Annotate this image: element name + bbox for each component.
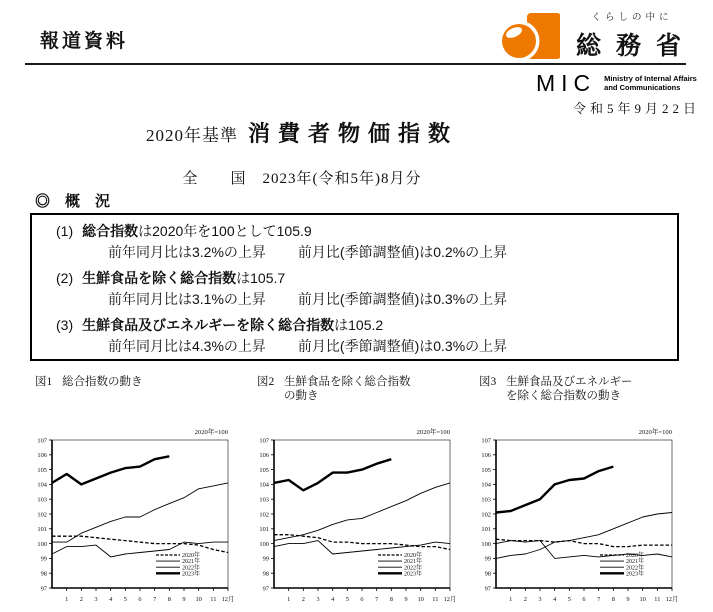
svg-text:99: 99 bbox=[262, 555, 269, 563]
ministry-english-name bbox=[604, 74, 697, 92]
item-mom-change: 前月比(季節調整値)は0.3%の上昇 bbox=[297, 338, 508, 354]
item-yoy-change: 前年同月比は3.2%の上昇 bbox=[108, 244, 266, 260]
svg-text:107: 107 bbox=[37, 437, 47, 445]
legend bbox=[600, 551, 644, 577]
overview-item bbox=[32, 268, 677, 310]
svg-text:3: 3 bbox=[538, 596, 542, 603]
svg-text:98: 98 bbox=[262, 570, 269, 578]
svg-text:98: 98 bbox=[40, 570, 47, 578]
series-2023年 bbox=[52, 456, 169, 484]
figure1-line-chart bbox=[14, 418, 236, 612]
svg-text:106: 106 bbox=[259, 452, 269, 460]
svg-text:2023年: 2023年 bbox=[626, 571, 645, 578]
series-2020年 bbox=[274, 535, 450, 550]
item-yoy-change: 前年同月比は3.1%の上昇 bbox=[108, 291, 266, 307]
data-series bbox=[52, 456, 228, 560]
svg-text:106: 106 bbox=[37, 452, 47, 460]
document-title bbox=[0, 117, 604, 148]
svg-text:104: 104 bbox=[37, 481, 47, 489]
item-index-name: 生鮮食品及びエネルギーを除く総合指数 bbox=[82, 317, 335, 333]
item-index-value: は2020年を100として105.9 bbox=[138, 223, 312, 239]
svg-text:2020年: 2020年 bbox=[182, 553, 201, 560]
figure3-caption-line2: を除く総合指数の動き bbox=[506, 390, 621, 402]
title-main: 消費者物価指数 bbox=[247, 121, 458, 146]
x-axis-labels bbox=[65, 588, 234, 603]
title-base-year: 2020年基準 bbox=[145, 126, 238, 145]
item-yoy-change: 前年同月比は4.3%の上昇 bbox=[108, 338, 266, 354]
ministry-english-line2: and Communications bbox=[604, 83, 681, 92]
svg-text:8: 8 bbox=[389, 596, 393, 603]
svg-text:12月: 12月 bbox=[665, 596, 679, 603]
series-2022年 bbox=[52, 483, 228, 542]
svg-text:101: 101 bbox=[481, 526, 491, 534]
svg-text:100: 100 bbox=[259, 540, 269, 548]
svg-text:102: 102 bbox=[259, 511, 269, 519]
svg-text:10: 10 bbox=[417, 596, 424, 603]
x-axis-labels bbox=[287, 588, 456, 603]
svg-text:102: 102 bbox=[37, 511, 47, 519]
svg-text:9: 9 bbox=[626, 596, 630, 603]
figure3-line-chart bbox=[458, 418, 680, 612]
svg-text:98: 98 bbox=[484, 570, 491, 578]
overview-item bbox=[32, 221, 677, 263]
svg-text:6: 6 bbox=[360, 596, 364, 603]
svg-text:9: 9 bbox=[182, 596, 186, 603]
data-series bbox=[496, 467, 672, 559]
svg-text:11: 11 bbox=[210, 596, 217, 603]
svg-text:104: 104 bbox=[259, 481, 269, 489]
figure3-label: 図3 bbox=[479, 376, 497, 388]
y-axis-labels bbox=[259, 437, 274, 592]
item-index-name: 生鮮食品を除く総合指数 bbox=[82, 270, 237, 286]
svg-text:1: 1 bbox=[509, 596, 513, 603]
item-index-value: は105.7 bbox=[236, 270, 286, 286]
svg-text:2: 2 bbox=[301, 596, 305, 603]
svg-text:2021年: 2021年 bbox=[404, 559, 423, 566]
svg-text:103: 103 bbox=[37, 496, 47, 504]
item-number: (2) bbox=[56, 270, 74, 286]
svg-text:105: 105 bbox=[481, 466, 491, 474]
svg-text:100: 100 bbox=[481, 540, 491, 548]
ministry-name: 総務省 bbox=[575, 32, 696, 60]
svg-text:99: 99 bbox=[40, 555, 47, 563]
mic-wordmark: MIC bbox=[536, 70, 597, 96]
svg-text:2023年: 2023年 bbox=[182, 571, 201, 578]
svg-text:97: 97 bbox=[40, 585, 47, 593]
legend bbox=[156, 551, 200, 577]
logo-tagline: くらしの中に bbox=[591, 12, 673, 23]
item-mom-change: 前月比(季節調整値)は0.3%の上昇 bbox=[297, 291, 508, 307]
axes bbox=[496, 440, 672, 588]
svg-text:97: 97 bbox=[262, 585, 269, 593]
figure3-caption-line1: 生鮮食品及びエネルギー bbox=[506, 376, 633, 388]
svg-text:2: 2 bbox=[523, 596, 527, 603]
svg-text:6: 6 bbox=[138, 596, 142, 603]
base-year-note: 2020年=100 bbox=[194, 429, 228, 436]
release-date: 令和5年9月22日 bbox=[572, 101, 700, 116]
figure2-caption bbox=[257, 375, 411, 403]
svg-text:9: 9 bbox=[404, 596, 408, 603]
svg-text:1: 1 bbox=[65, 596, 69, 603]
svg-text:97: 97 bbox=[484, 585, 491, 593]
svg-text:5: 5 bbox=[567, 596, 571, 603]
svg-text:2021年: 2021年 bbox=[626, 559, 645, 566]
overview-item bbox=[32, 315, 677, 357]
svg-text:10: 10 bbox=[195, 596, 202, 603]
svg-text:8: 8 bbox=[167, 596, 171, 603]
y-axis-labels bbox=[37, 437, 52, 592]
series-2022年 bbox=[274, 483, 450, 541]
svg-text:5: 5 bbox=[123, 596, 127, 603]
figure2-caption-line1: 生鮮食品を除く総合指数 bbox=[284, 376, 411, 388]
svg-text:3: 3 bbox=[94, 596, 98, 603]
svg-text:7: 7 bbox=[597, 596, 601, 603]
mic-wordmark-row bbox=[536, 71, 697, 95]
axes bbox=[274, 440, 450, 588]
data-series bbox=[274, 459, 450, 554]
item-index-name: 総合指数 bbox=[82, 223, 139, 239]
svg-text:2020年: 2020年 bbox=[626, 553, 645, 560]
series-2021年 bbox=[274, 541, 450, 554]
svg-text:2022年: 2022年 bbox=[182, 565, 201, 572]
figure1-label: 図1 bbox=[35, 376, 53, 388]
doc-type-label: 報道資料 bbox=[40, 31, 129, 52]
axes bbox=[52, 440, 228, 588]
title-subtitle: 全 国 2023年(令和5年)8月分 bbox=[182, 171, 422, 187]
svg-text:10: 10 bbox=[639, 596, 646, 603]
series-2020年 bbox=[52, 536, 228, 552]
figure2-label: 図2 bbox=[257, 376, 275, 388]
svg-text:102: 102 bbox=[481, 511, 491, 519]
svg-text:7: 7 bbox=[153, 596, 157, 603]
logo-text-block bbox=[562, 9, 702, 62]
base-year-note: 2020年=100 bbox=[416, 429, 450, 436]
series-2022年 bbox=[496, 513, 672, 559]
legend bbox=[378, 551, 422, 577]
svg-text:2021年: 2021年 bbox=[182, 559, 201, 566]
svg-text:2022年: 2022年 bbox=[404, 565, 423, 572]
svg-text:2022年: 2022年 bbox=[626, 565, 645, 572]
item-number: (3) bbox=[56, 317, 74, 333]
base-year-note: 2020年=100 bbox=[638, 429, 672, 436]
ministry-english-line1: Ministry of Internal Affairs bbox=[604, 74, 697, 83]
svg-text:100: 100 bbox=[37, 540, 47, 548]
svg-text:2023年: 2023年 bbox=[404, 571, 423, 578]
overview-heading: ◎ 概 況 bbox=[35, 193, 111, 210]
series-2020年 bbox=[496, 539, 672, 546]
svg-text:107: 107 bbox=[259, 437, 269, 445]
svg-text:4: 4 bbox=[553, 596, 557, 603]
svg-text:1: 1 bbox=[287, 596, 291, 603]
svg-text:7: 7 bbox=[375, 596, 379, 603]
svg-text:101: 101 bbox=[37, 526, 47, 534]
figure3-caption bbox=[479, 375, 633, 403]
series-2021年 bbox=[52, 542, 228, 560]
svg-text:103: 103 bbox=[481, 496, 491, 504]
svg-text:106: 106 bbox=[481, 452, 491, 460]
figure2-caption-line2: の動き bbox=[284, 390, 319, 402]
item-number: (1) bbox=[56, 223, 74, 239]
svg-text:99: 99 bbox=[484, 555, 491, 563]
svg-text:4: 4 bbox=[331, 596, 335, 603]
figure1-caption bbox=[35, 375, 143, 389]
svg-text:105: 105 bbox=[259, 466, 269, 474]
svg-text:3: 3 bbox=[316, 596, 320, 603]
svg-text:11: 11 bbox=[654, 596, 661, 603]
svg-text:12月: 12月 bbox=[221, 596, 235, 603]
svg-text:11: 11 bbox=[432, 596, 439, 603]
svg-text:2020年: 2020年 bbox=[404, 553, 423, 560]
svg-text:105: 105 bbox=[37, 466, 47, 474]
figure1-caption-line1: 総合指数の動き bbox=[62, 376, 143, 388]
svg-text:6: 6 bbox=[582, 596, 586, 603]
svg-text:104: 104 bbox=[481, 481, 491, 489]
svg-text:2: 2 bbox=[79, 596, 83, 603]
figure2-line-chart bbox=[236, 418, 458, 612]
x-axis-labels bbox=[509, 588, 678, 603]
svg-text:101: 101 bbox=[259, 526, 269, 534]
svg-text:12月: 12月 bbox=[443, 596, 457, 603]
svg-text:107: 107 bbox=[481, 437, 491, 445]
series-2023年 bbox=[496, 467, 613, 513]
svg-text:5: 5 bbox=[345, 596, 349, 603]
series-2023年 bbox=[274, 459, 391, 490]
mic-logo-icon bbox=[502, 6, 560, 64]
header-divider bbox=[25, 63, 686, 65]
svg-text:103: 103 bbox=[259, 496, 269, 504]
item-index-value: は105.2 bbox=[334, 317, 384, 333]
y-axis-labels bbox=[481, 437, 496, 592]
svg-text:8: 8 bbox=[611, 596, 615, 603]
svg-text:4: 4 bbox=[109, 596, 113, 603]
overview-box bbox=[30, 213, 679, 361]
item-mom-change: 前月比(季節調整値)は0.2%の上昇 bbox=[297, 244, 508, 260]
